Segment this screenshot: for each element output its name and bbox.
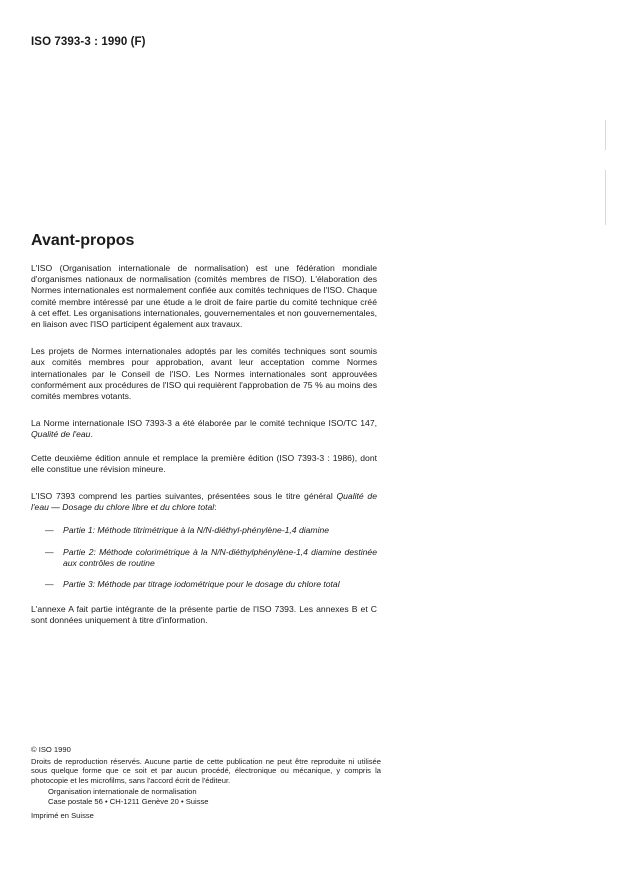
parts-intro-text: L'ISO 7393 comprend les parties suivantes, présentées sous le titre général [31, 491, 337, 502]
paragraph-annexes: L'annexe A fait partie intégrante de la présente partie de l'ISO 7393. Les annexes B et C sont données uniquement à titre d'information. [31, 604, 377, 626]
organization-address: Case postale 56 • CH-1211 Genève 20 • Suisse [48, 796, 209, 806]
committee-title: Qualité de l'eau [31, 429, 91, 440]
copyright-footer [31, 745, 381, 820]
part-1: Partie 1: Méthode titrimétrique à la N/N-diéthyl-phénylène-1,4 diamine [63, 525, 330, 536]
list-dash: — [45, 546, 54, 557]
paragraph-approval-process: Les projets de Normes internationales adoptés par les comités techniques sont soumis aux comités membres pour approbation, avant leur acceptation comme Normes internationales par le Conseil de l'ISO. Les Normes internationales sont approuvées conformément aux procédures de l'ISO qui requièrent l'approbation de 75 % au moins des comités membres votants. [31, 346, 377, 402]
paragraph-iso-description: L'ISO (Organisation internationale de normalisation) est une fédération mondiale d'organismes nationaux de normalisation (comités membres de l'ISO). L'élaboration des Normes internationales est normalement confiée aux comités techniques de l'ISO. Chaque comité membre intéressé par une étude a le droit de faire partie du comité technique créé à cet effet. Les organisations internationales, gouvernementales et non gouvernementales, en liaison avec l'ISO participent également aux travaux. [31, 263, 377, 330]
elaboration-text: La Norme internationale ISO 7393-3 a été élaborée par le comité technique ISO/TC 147, [31, 418, 377, 429]
paragraph-edition: Cette deuxième édition annule et remplace la première édition (ISO 7393-3 : 1986), dont elle constitue une révision mineure. [31, 452, 377, 474]
scan-edge-mark [605, 170, 606, 225]
paragraph-elaboration [31, 418, 377, 440]
list-item [31, 525, 377, 536]
organization-name: Organisation internationale de normalisation [48, 787, 197, 797]
list-item [31, 547, 377, 569]
part-3: Partie 3: Méthode par titrage iodométrique pour le dosage du chlore total [63, 579, 340, 590]
document-reference: ISO 7393-3 : 1990 (F) [31, 36, 146, 48]
rights-statement: Droits de reproduction réservés. Aucune partie de cette publication ne peut être reproduite ni utilisée sous quelque forme que ce soit et par aucun procédé, électronique ou mécanique, y compris la photocopie et les microfilms, sans l'accord écrit de l'éditeur. [31, 756, 381, 785]
foreword-body [31, 263, 377, 643]
parts-intro-end: : [214, 502, 217, 513]
page-title: Avant-propos [31, 232, 135, 249]
copyright-line: © ISO 1990 [31, 745, 71, 754]
scan-edge-mark [605, 120, 606, 150]
list-item [31, 579, 377, 590]
general-title: Qualité de l'eau — Dosage du chlore libre et du chlore total [31, 491, 377, 513]
part-2: Partie 2: Méthode colorimétrique à la N/N-diéthylphénylène-1,4 diamine destinée aux contrôles de routine [63, 546, 377, 568]
list-dash: — [45, 579, 54, 590]
elaboration-end: . [90, 429, 93, 440]
paragraph-parts-intro [31, 491, 377, 513]
printed-in: Imprimé en Suisse [31, 810, 94, 820]
parts-list [31, 525, 377, 590]
list-dash: — [45, 525, 54, 536]
